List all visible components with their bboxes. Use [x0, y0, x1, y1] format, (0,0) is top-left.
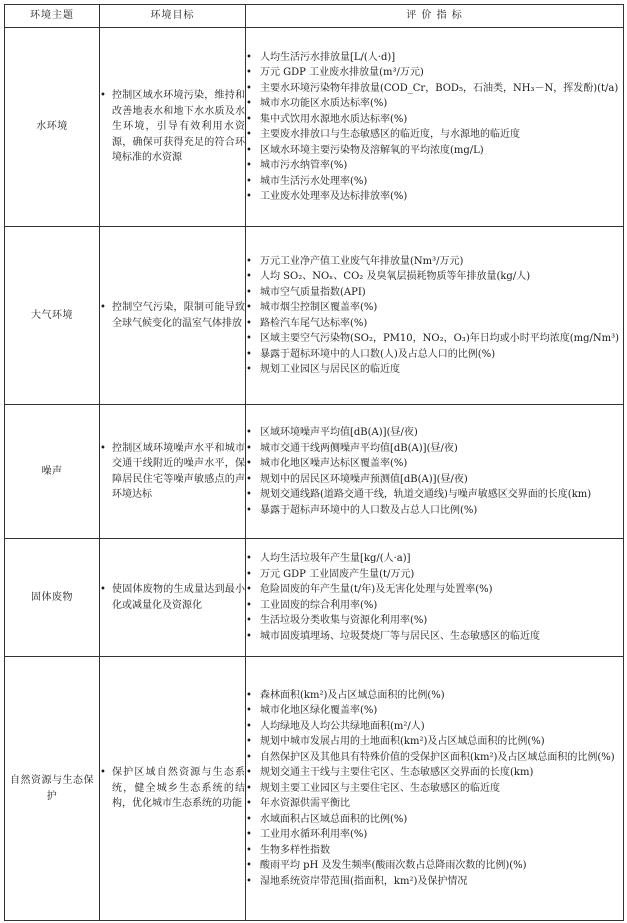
bullet-icon: •	[246, 255, 252, 267]
indicator-item	[246, 254, 623, 270]
indicator-cell	[246, 227, 624, 405]
indicator-text: 人均生活污水排放量[L/(人·d)]	[260, 51, 396, 63]
bullet-icon: •	[246, 67, 252, 78]
table-header	[5, 5, 624, 28]
indicator-list	[246, 50, 623, 205]
bullet-icon: •	[246, 427, 252, 438]
bullet-icon: •	[246, 473, 252, 485]
indicator-text: 万元 GDP 工业固废产生量(t/万元)	[260, 568, 415, 580]
indicator-text: 暴露于超标环境中的人口数(人)及占总人口的比例(%)	[260, 348, 496, 360]
indicator-item	[246, 425, 623, 441]
bullet-icon: •	[246, 51, 252, 63]
environmental-indicator-table	[4, 4, 624, 921]
goal-text: 保护区域自然资源与生态系统，健全城乡生态系统的结构，优化城市生态系统的功能	[112, 767, 245, 810]
bullet-icon: •	[246, 875, 252, 887]
bullet-icon: •	[246, 844, 252, 856]
goal-item	[100, 88, 245, 166]
indicator-item	[246, 613, 623, 629]
indicator-item	[246, 456, 623, 472]
header-indicators: 评 价 指 标	[246, 5, 624, 28]
bullet-icon: •	[246, 98, 252, 109]
indicator-text: 年水资源供需平衡比	[260, 798, 350, 810]
indicator-text: 规划中城市发展占用的土地面积(km²)及占区域总面积的比例(%)	[260, 736, 545, 748]
indicator-item	[246, 441, 623, 457]
table-row	[5, 657, 624, 921]
indicator-text: 区域主要空气污染物(SO₂，PM10，NO₂，O₃)年日均或小时平均浓度(mg/Nm³)	[260, 333, 620, 344]
goal-cell	[100, 227, 246, 405]
theme-cell: 自然资源与生态保护	[5, 657, 100, 921]
indicator-cell	[246, 405, 624, 539]
indicator-item	[246, 158, 623, 174]
indicator-item	[246, 567, 623, 583]
indicator-text: 城市生活污水处理率(%)	[260, 175, 368, 187]
indicator-text: 森林面积(km²)及占区域总面积的比例(%)	[260, 689, 445, 701]
bullet-icon: •	[246, 705, 252, 717]
bullet-icon: •	[246, 271, 252, 282]
bullet-icon: •	[246, 813, 252, 825]
indicator-cell	[246, 539, 624, 657]
indicator-item	[246, 827, 623, 843]
bullet-icon: •	[246, 442, 252, 454]
theme-cell: 噪声	[5, 405, 100, 539]
indicator-list	[246, 551, 623, 644]
indicator-text: 集中式饮用水源地水质达标率(%)	[260, 113, 408, 125]
indicator-item	[246, 487, 623, 503]
bullet-icon: •	[246, 144, 252, 156]
indicator-item	[246, 112, 623, 128]
indicator-text: 主要水环境污染物年排放量(COD_Cr，BOD₅，石油类，NH₃－N，挥发酚)(t/a)	[260, 82, 619, 94]
bullet-icon: •	[246, 751, 252, 763]
goal-cell	[100, 539, 246, 657]
bullet-icon: •	[246, 829, 252, 841]
indicator-text: 规划工业园区与居民区的临近度	[260, 364, 400, 375]
indicator-cell	[246, 657, 624, 921]
goal-cell	[100, 657, 246, 921]
goal-item	[100, 765, 245, 812]
bullet-icon: •	[246, 782, 252, 794]
indicator-text: 规划交通主干线与主要住宅区、生态敏感区交界面的长度(km)	[260, 767, 534, 779]
bullet-icon: •	[246, 798, 252, 810]
bullet-icon: •	[246, 615, 252, 626]
bullet-icon: •	[246, 489, 252, 500]
indicator-text: 规划中的居民区环境噪声预测值[dB(A)](昼/夜)	[260, 473, 468, 485]
indicator-text: 人均 SO₂、NOₓ、CO₂ 及臭氧层损耗物质等年排放量(kg/人)	[260, 271, 531, 282]
theme-cell: 水环境	[5, 28, 100, 227]
indicator-text: 城市污水纳管率(%)	[260, 160, 348, 171]
indicator-text: 区域环境噪声平均值[dB(A)](昼/夜)	[260, 427, 418, 438]
bullet-icon: •	[246, 767, 252, 779]
bullet-icon: •	[100, 584, 106, 595]
bullet-icon: •	[246, 720, 252, 732]
table-row	[5, 227, 624, 405]
bullet-icon: •	[246, 160, 252, 171]
bullet-icon: •	[246, 348, 252, 360]
bullet-icon: •	[246, 333, 252, 344]
bullet-icon: •	[246, 599, 252, 611]
bullet-icon: •	[246, 584, 252, 595]
indicator-text: 城市空气质量指数(API)	[260, 286, 366, 298]
indicator-item	[246, 598, 623, 614]
indicator-item	[246, 551, 623, 567]
bullet-icon: •	[246, 630, 252, 642]
goal-item	[100, 582, 245, 613]
bullet-icon: •	[246, 113, 252, 125]
indicator-item	[246, 331, 623, 347]
indicator-item	[246, 765, 623, 781]
goal-item	[100, 441, 245, 503]
indicator-text: 主要废水排放口与生态敏感区的临近度，与水源地的临近度	[260, 129, 520, 140]
header-row	[5, 5, 624, 28]
indicator-text: 工业用水循环利用率(%)	[260, 829, 368, 841]
indicator-item	[246, 719, 623, 735]
indicator-item	[246, 362, 623, 378]
goal-text: 控制区域环境噪声水平和城市交通干线附近的噪声水平，保障居民住宅等噪声敏感点的声环境达标	[112, 442, 245, 500]
indicator-text: 暴露于超标声环境中的人口数及占总人口比例(%)	[260, 504, 478, 516]
indicator-text: 酸雨平均 pH 及发生频率(酸雨次数占总降雨次数的比例)(%)	[260, 860, 527, 872]
indicator-text: 城市交通干线两侧噪声平均值[dB(A)](昼/夜)	[260, 442, 458, 454]
indicator-item	[246, 65, 623, 81]
indicator-text: 生活垃圾分类收集与资源化利用率(%)	[260, 615, 428, 626]
indicator-item	[246, 285, 623, 301]
indicator-text: 万元 GDP 工业废水排放量(m³/万元)	[260, 67, 424, 78]
table-row	[5, 539, 624, 657]
indicator-item	[246, 174, 623, 190]
indicator-item	[246, 629, 623, 645]
bullet-icon: •	[246, 82, 252, 94]
bullet-icon: •	[246, 553, 252, 564]
bullet-icon: •	[246, 286, 252, 298]
indicator-item	[246, 472, 623, 488]
goal-cell	[100, 405, 246, 539]
indicator-item	[246, 127, 623, 143]
indicator-item	[246, 81, 623, 97]
indicator-item	[246, 96, 623, 112]
bullet-icon: •	[100, 767, 106, 779]
indicator-item	[246, 503, 623, 519]
bullet-icon: •	[100, 90, 106, 102]
goal-text: 控制空气污染，限制可能导致全球气候变化的温室气体排放	[112, 302, 245, 329]
bullet-icon: •	[246, 458, 252, 469]
indicator-item	[246, 812, 623, 828]
indicator-item	[246, 189, 623, 205]
indicator-text: 城市化地区噪声达标区覆盖率(%)	[260, 458, 408, 469]
indicator-item	[246, 300, 623, 316]
indicator-item	[246, 347, 623, 363]
table-body	[5, 28, 624, 921]
indicator-text: 湿地系统资岸带范围(指面积，km²)及保护情况	[260, 875, 468, 887]
indicator-item	[246, 858, 623, 874]
indicator-text: 城市烟尘控制区覆盖率(%)	[260, 302, 378, 313]
indicator-item	[246, 316, 623, 332]
header-goal: 环境目标	[100, 5, 246, 28]
indicator-text: 规划交通线路(道路交通干线，轨道交通线)与噪声敏感区交界面的长度(km)	[260, 489, 592, 500]
indicator-item	[246, 703, 623, 719]
indicator-item	[246, 796, 623, 812]
bullet-icon: •	[246, 129, 252, 140]
bullet-icon: •	[246, 364, 252, 375]
theme-cell: 固体废物	[5, 539, 100, 657]
indicator-list	[246, 688, 623, 890]
indicator-list	[246, 425, 623, 518]
indicator-text: 规划主要工业园区与主要住宅区、生态敏感区的临近度	[260, 782, 500, 794]
indicator-item	[246, 874, 623, 890]
goal-cell	[100, 28, 246, 227]
bullet-icon: •	[246, 317, 252, 329]
indicator-text: 区域水环境主要污染物及溶解氧的平均浓度(mg/L)	[260, 144, 484, 156]
bullet-icon: •	[100, 302, 106, 313]
bullet-icon: •	[100, 442, 106, 454]
indicator-item	[246, 143, 623, 159]
indicator-text: 水域面积占区域总面积的比例(%)	[260, 813, 408, 825]
bullet-icon: •	[246, 302, 252, 313]
indicator-item	[246, 688, 623, 704]
indicator-item	[246, 582, 623, 598]
bullet-icon: •	[246, 191, 252, 202]
indicator-text: 城市化地区绿化覆盖率(%)	[260, 705, 378, 717]
indicator-text: 自然保护区及其他具有特殊价值的受保护区面积(km²)及占区域总面积的比例(%)	[260, 751, 615, 763]
indicator-text: 人均生活垃圾年产生量[kg/(人·a)]	[260, 553, 411, 564]
indicator-item	[246, 269, 623, 285]
indicator-cell	[246, 28, 624, 227]
indicator-text: 路检汽车尾气达标率(%)	[260, 317, 368, 329]
bullet-icon: •	[246, 504, 252, 516]
goal-item	[100, 300, 245, 331]
header-theme: 环境主题	[5, 5, 100, 28]
indicator-text: 人均绿地及人均公共绿地面积(m²/人)	[260, 720, 425, 732]
theme-cell: 大气环境	[5, 227, 100, 405]
table-row	[5, 405, 624, 539]
indicator-item	[246, 50, 623, 66]
goal-text: 使固体废物的生成量达到最小化或减量化及资源化	[112, 584, 245, 611]
indicator-text: 生物多样性指数	[260, 844, 330, 856]
indicator-text: 城市固废填埋场、垃圾焚烧厂等与居民区、生态敏感区的临近度	[260, 630, 540, 642]
indicator-text: 工业废水处理率及达标排放率(%)	[260, 191, 408, 202]
bullet-icon: •	[246, 175, 252, 187]
indicator-item	[246, 750, 623, 766]
indicator-text: 城市水功能区水质达标率(%)	[260, 98, 388, 109]
indicator-text: 工业固废的综合利用率(%)	[260, 599, 378, 611]
table-row	[5, 28, 624, 227]
bullet-icon: •	[246, 689, 252, 701]
indicator-text: 危险固废的年产生量(t/年)及无害化处理与处置率(%)	[260, 584, 493, 595]
indicator-list	[246, 254, 623, 378]
indicator-text: 万元工业净产值工业废气年排放量(Nm³/万元)	[260, 255, 464, 267]
bullet-icon: •	[246, 860, 252, 872]
bullet-icon: •	[246, 568, 252, 580]
indicator-item	[246, 781, 623, 797]
bullet-icon: •	[246, 736, 252, 748]
indicator-item	[246, 734, 623, 750]
goal-text: 控制区域水环境污染，维持和改善地表水和地下水水质及水生环境，引导有效利用水资源，确保可获得充足的符合环境标准的水资源	[112, 90, 245, 164]
indicator-item	[246, 843, 623, 859]
